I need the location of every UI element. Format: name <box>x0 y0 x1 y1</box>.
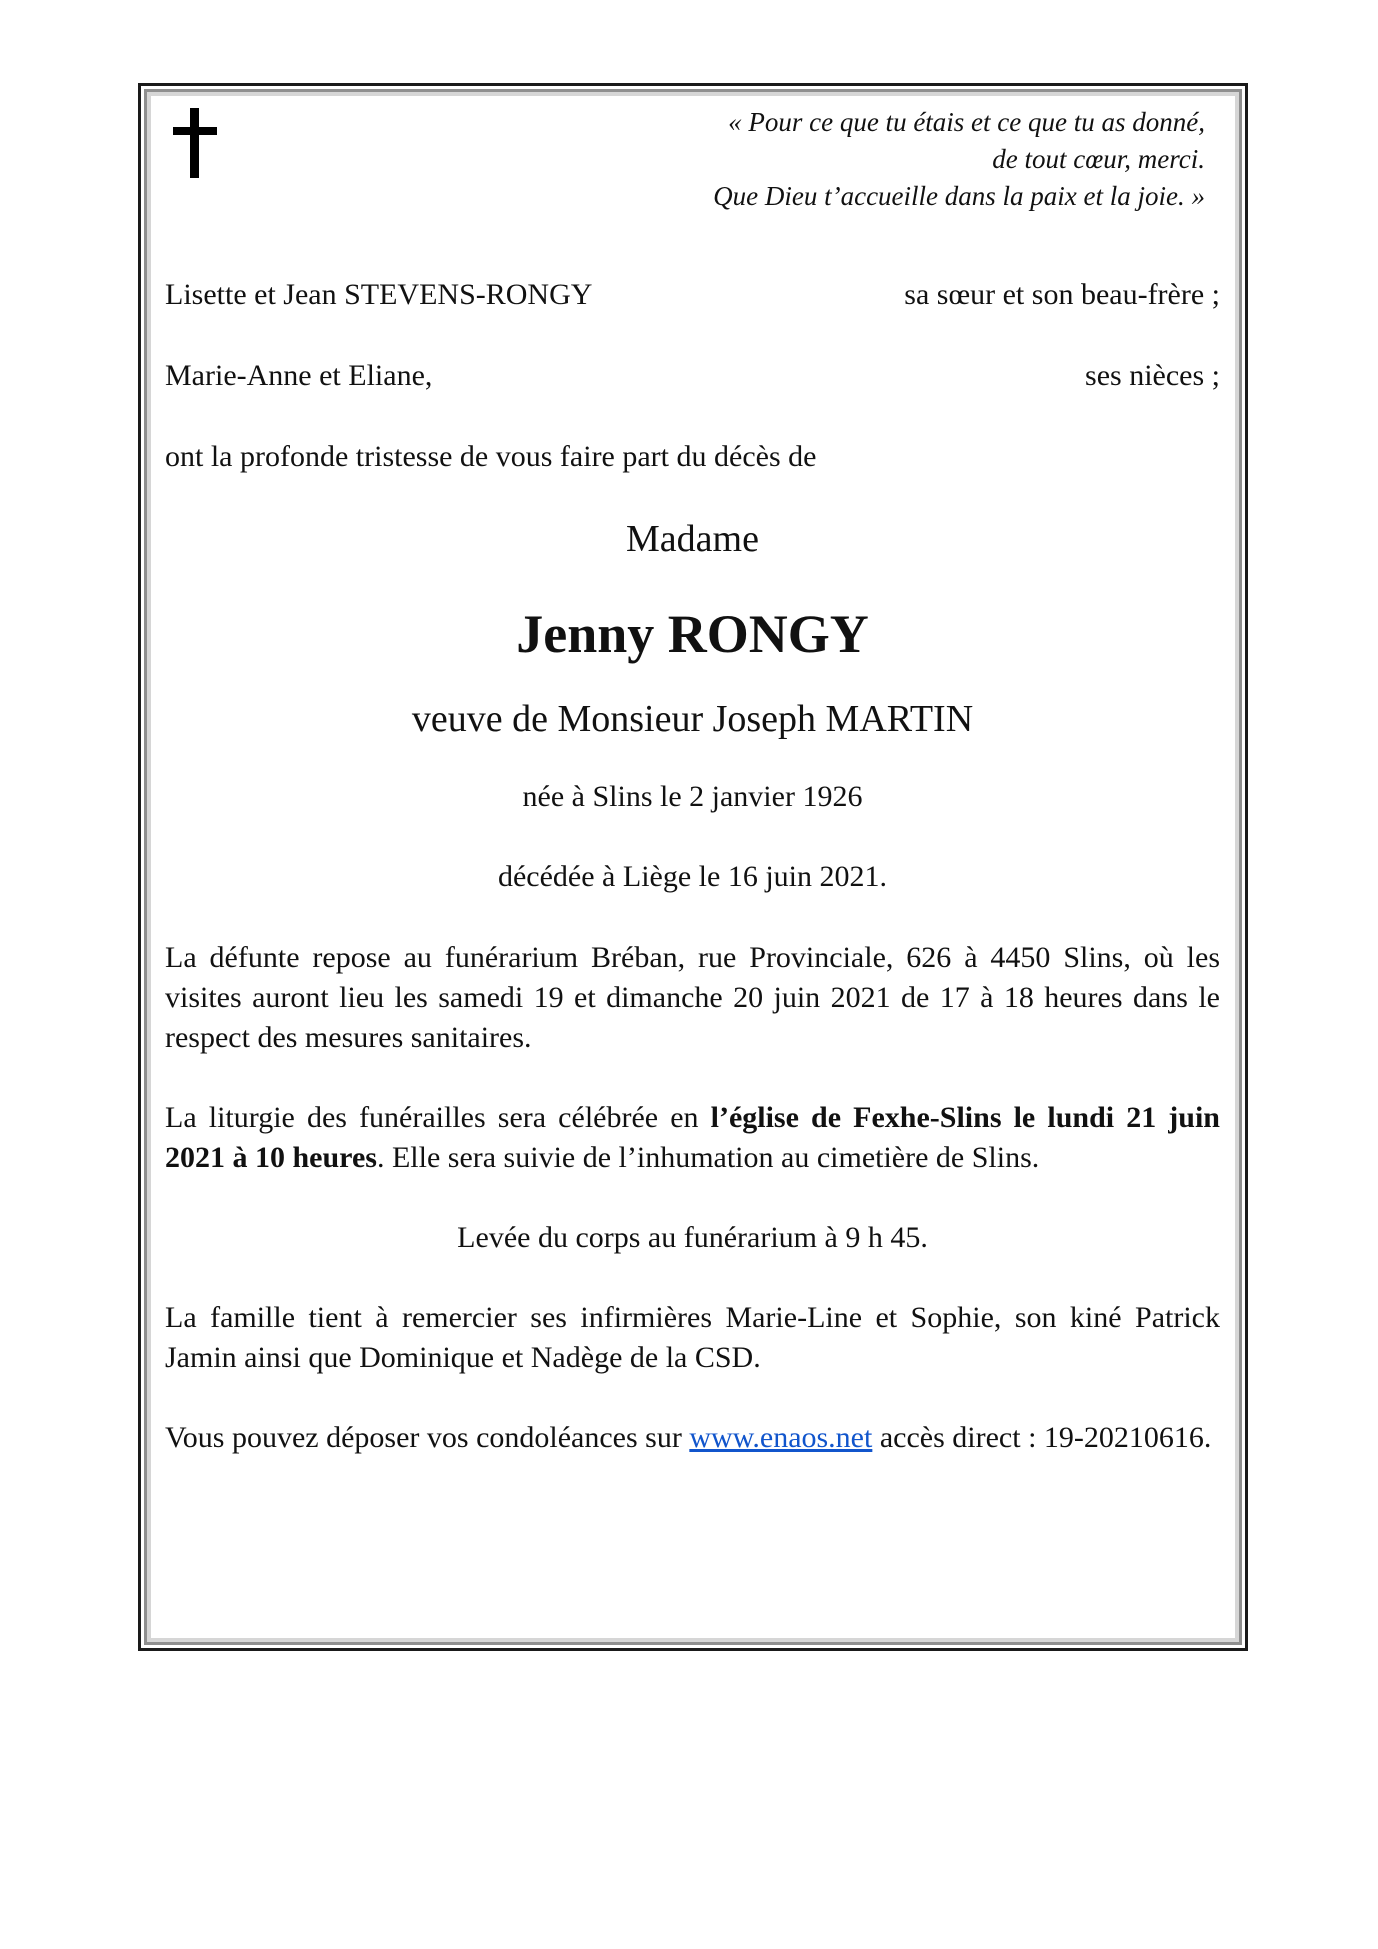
birth-info: née à Slins le 2 janvier 1926 <box>522 780 863 813</box>
liturgy-intro: La liturgie des funérailles sera célébrée en <box>165 1101 711 1134</box>
family-relation: sa sœur et son beau-frère ; <box>904 278 1220 311</box>
quote-line-3: Que Dieu t’accueille dans la paix et la joie. » <box>713 181 1205 211</box>
quote-line-1: « Pour ce que tu étais et ce que tu as donné, <box>728 107 1205 137</box>
family-name: Lisette et Jean STEVENS-RONGY <box>165 278 593 311</box>
deceased-title: Madame <box>626 518 759 560</box>
condolences-rest: accès direct : 19-20210616. <box>872 1421 1212 1454</box>
widow-of: veuve de Monsieur Joseph MARTIN <box>411 698 974 740</box>
cross-icon <box>173 108 217 178</box>
announcement-text: ont la profonde tristesse de vous faire part du décès de <box>165 440 817 473</box>
family-relation: ses nièces ; <box>1085 359 1220 392</box>
thanks-paragraph: La famille tient à remercier ses infirmières Marie-Line et Sophie, son kiné Patrick Jamin ainsi que Dominique et Nadège de la CSD. <box>165 1301 1220 1374</box>
liturgy-rest: . Elle sera suivie de l’inhumation au cimetière de Slins. <box>376 1141 1040 1174</box>
condolences-intro: Vous pouvez déposer vos condoléances sur <box>165 1421 690 1454</box>
family-row <box>165 275 1220 315</box>
epigraph-quote <box>505 104 1205 215</box>
deceased-name: Jenny RONGY <box>516 604 869 664</box>
notice-body <box>165 275 1220 1458</box>
death-info: décédée à Liège le 16 juin 2021. <box>497 860 887 893</box>
visitation-paragraph: La défunte repose au funérarium Bréban, rue Provinciale, 626 à 4450 Slins, où les visites auront lieu les samedi 19 et dimanche 20 juin 2021 de 17 à 18 heures dans le respect des mesures sanitaires. <box>165 941 1220 1054</box>
liturgy-details: l’église de Fexhe-Slins le lundi 21 juin 2021 à 10 heures <box>165 1101 1220 1174</box>
levee-text: Levée du corps au funérarium à 9 h 45. <box>457 1221 928 1254</box>
family-name: Marie-Anne et Eliane, <box>165 359 433 392</box>
liturgy-paragraph <box>165 1098 1220 1178</box>
family-row <box>165 356 1220 396</box>
quote-line-2: de tout cœur, merci. <box>992 144 1205 174</box>
condolences-paragraph <box>165 1418 1220 1458</box>
condolences-link[interactable]: www.enaos.net <box>689 1421 873 1454</box>
